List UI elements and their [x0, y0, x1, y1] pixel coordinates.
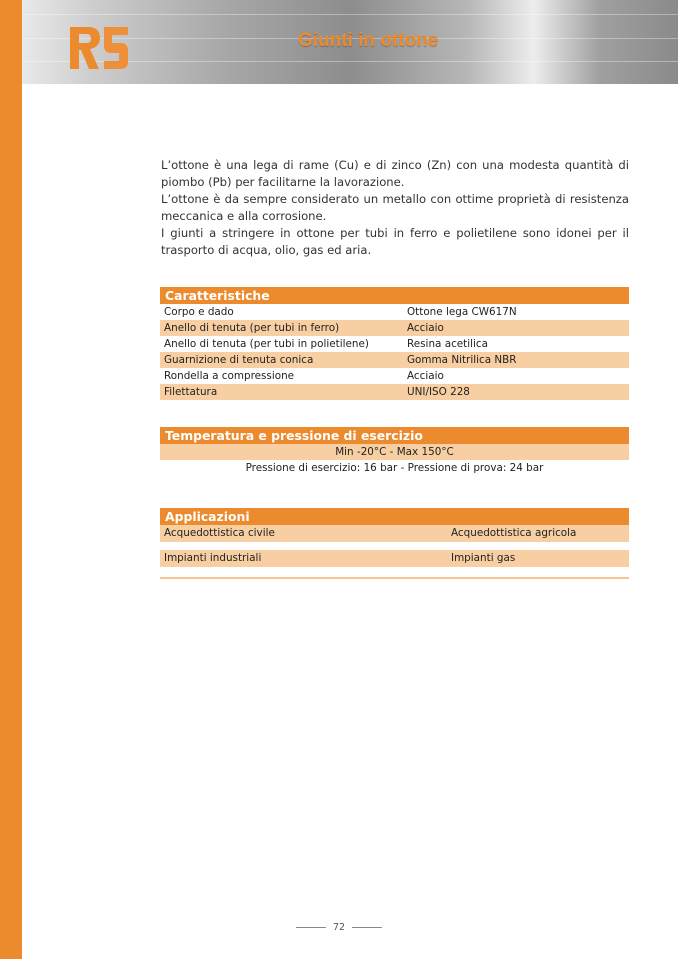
table-cell: Ottone lega CW617N — [407, 306, 517, 318]
table-row — [160, 525, 629, 542]
table-cell: Anello di tenuta (per tubi in ferro) — [164, 322, 340, 334]
table-cell: Acquedottistica civile — [164, 527, 275, 539]
section-title: Temperatura e pressione di esercizio — [160, 427, 629, 444]
table-row — [160, 336, 629, 352]
table-cell: Resina acetilica — [407, 338, 488, 350]
table-cell: Corpo e dado — [164, 306, 234, 318]
intro-text — [161, 157, 629, 259]
table-cell: Rondella a compressione — [164, 370, 295, 382]
page-title: Giunti in ottone — [298, 30, 439, 51]
intro-paragraph: L’ottone è una lega di rame (Cu) e di zinco (Zn) con una modesta quantità di piombo (Pb) per facilitarne la lavorazione. — [161, 158, 629, 189]
table-row — [160, 460, 629, 476]
section-title: Applicazioni — [160, 508, 629, 525]
page-footer — [0, 922, 678, 933]
table-cell: UNI/ISO 228 — [407, 386, 470, 398]
footer-rule — [296, 927, 326, 928]
table-cell: Impianti industriali — [164, 552, 262, 564]
applicazioni-table — [160, 508, 629, 579]
row-spacer — [160, 542, 629, 550]
table-cell: Guarnizione di tenuta conica — [164, 354, 314, 366]
section-divider — [160, 577, 629, 579]
table-row — [160, 352, 629, 368]
table-row — [160, 384, 629, 400]
footer-rule — [352, 927, 382, 928]
table-cell: Acciaio — [407, 322, 444, 334]
table-row — [160, 550, 629, 567]
rs-logo — [70, 27, 128, 69]
table-row — [160, 444, 629, 460]
side-accent-bar — [0, 0, 22, 959]
table-cell: Acquedottistica agricola — [451, 527, 577, 539]
caratteristiche-table — [160, 287, 629, 400]
table-row — [160, 320, 629, 336]
table-cell: Anello di tenuta (per tubi in polietilene) — [164, 338, 369, 350]
page-number: 72 — [332, 922, 346, 933]
temperature-range: Min -20°C - Max 150°C — [335, 446, 454, 458]
table-cell: Impianti gas — [451, 552, 516, 564]
intro-paragraph: L’ottone è da sempre considerato un metallo con ottime proprietà di resistenza meccanica e alla corrosione. — [161, 192, 629, 223]
table-row — [160, 368, 629, 384]
table-cell: Gomma Nitrilica NBR — [407, 354, 517, 366]
table-row — [160, 304, 629, 320]
table-cell: Filettatura — [164, 386, 218, 398]
header-streak — [22, 14, 678, 15]
table-cell: Acciaio — [407, 370, 444, 382]
pressure-values: Pressione di esercizio: 16 bar - Pressione di prova: 24 bar — [245, 462, 544, 474]
section-title: Caratteristiche — [160, 287, 629, 304]
temperatura-table — [160, 427, 629, 476]
intro-paragraph: I giunti a stringere in ottone per tubi in ferro e polietilene sono idonei per il trasporto di acqua, olio, gas ed aria. — [161, 226, 629, 257]
